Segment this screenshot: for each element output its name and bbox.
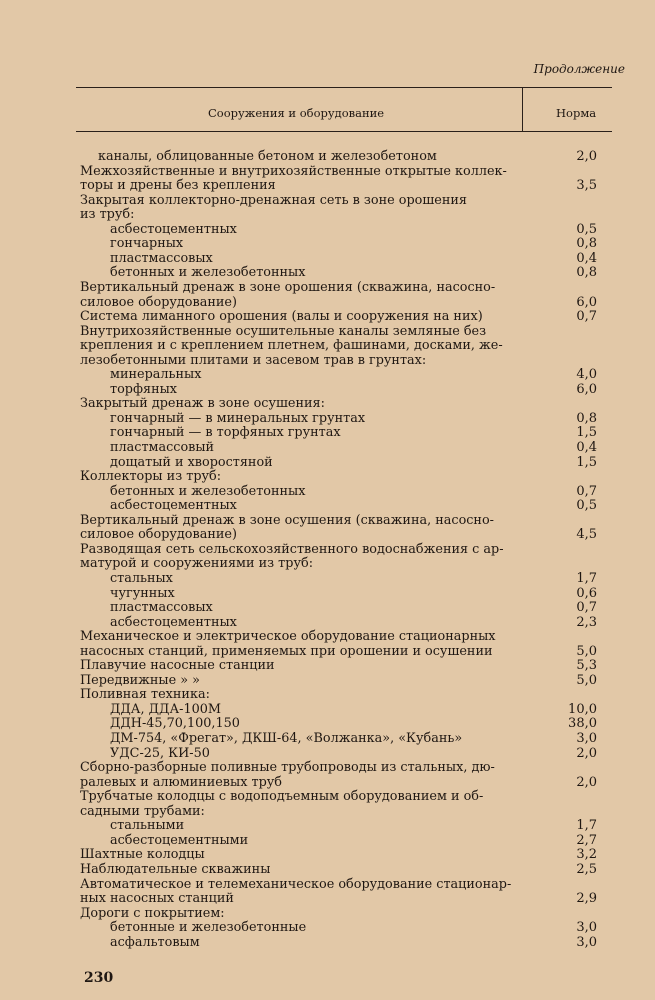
norm-value: 1,5	[576, 454, 597, 470]
norm-value: 3,0	[576, 731, 597, 746]
norm-value: 5,0	[576, 672, 597, 688]
row-text: Передвижные » »	[80, 672, 200, 688]
row-text: Внутрихозяйственные осушительные каналы земляные без	[80, 323, 487, 339]
norm-value: 0,4	[576, 250, 597, 266]
row-text: Коллекторы из труб:	[80, 469, 222, 485]
row-text: Автоматическое и телемеханическое оборудование стационар-	[80, 876, 512, 892]
norm-value: 1,5	[576, 425, 597, 441]
row-text: Межхозяйственные и внутрихозяйственные открытые коллек-	[80, 163, 507, 179]
row-text: силовое оборудование)	[80, 527, 237, 543]
row-text: асфальтовым	[110, 934, 200, 950]
row-text: Закрытая коллекторно-дренажная сеть в зоне орошения	[80, 192, 467, 208]
row-text: асбестоцементными	[110, 832, 249, 848]
norm-value: 38,0	[568, 716, 597, 732]
row-text: Трубчатые колодцы с водоподъемным оборудованием и об-	[80, 789, 484, 805]
row-text: Дороги с покрытием:	[80, 905, 225, 921]
row-text: торы и дрены без крепления	[80, 178, 276, 194]
norm-value: 3,0	[576, 920, 597, 936]
row-text: садными трубами:	[80, 803, 205, 819]
column-header-norm: Норма	[556, 106, 597, 120]
row-text: ных насосных станций	[80, 891, 234, 907]
row-text: асбестоцементных	[110, 221, 237, 237]
row-text: Сборно-разборные поливные трубопроводы из стальных, дю-	[80, 760, 495, 776]
row-text: Механическое и электрическое оборудование стационарных	[80, 629, 496, 645]
row-text: торфяных	[110, 381, 177, 397]
row-text: каналы, облицованные бетоном и железобетоном	[98, 149, 437, 164]
row-text: Система лиманного орошения (валы и сооружения на них)	[80, 309, 483, 325]
row-text: пластмассовых	[110, 250, 213, 266]
row-text: ралевых и алюминиевых труб	[80, 774, 282, 790]
norm-value: 2,0	[576, 745, 597, 761]
norm-value: 3,0	[576, 934, 597, 950]
row-text: гончарный — в торфяных грунтах	[110, 425, 341, 441]
row-text: ДДН-45,70,100,150	[110, 716, 240, 732]
column-header-structures: Сооружения и оборудование	[208, 106, 385, 120]
row-text: гончарный — в минеральных грунтах	[110, 410, 366, 426]
row-text: ДМ-754, «Фрегат», ДКШ-64, «Волжанка», «Кубань»	[110, 731, 463, 746]
row-text: бетонные и железобетонные	[110, 920, 307, 936]
norm-value: 6,0	[576, 381, 597, 397]
row-text: асбестоцементных	[110, 614, 237, 630]
norm-value: 6,0	[576, 294, 597, 310]
norm-value: 0,7	[576, 309, 597, 325]
row-text: Разводящая сеть сельскохозяйственного водоснабжения с ар-	[80, 541, 504, 557]
row-text: насосных станций, применяемых при орошении и осушении	[80, 643, 493, 659]
norm-value: 0,7	[576, 483, 597, 499]
row-text: ДДА, ДДА-100М	[110, 701, 221, 717]
continuation-label: Продолжение	[533, 62, 625, 76]
row-text: Закрытый дренаж в зоне осушения:	[80, 396, 325, 412]
norm-value: 0,8	[576, 265, 597, 281]
row-text: бетонных и железобетонных	[110, 483, 306, 499]
norm-value: 1,7	[576, 570, 597, 586]
row-text: Поливная техника:	[80, 687, 210, 703]
norm-value: 4,5	[576, 527, 597, 543]
norm-value: 2,0	[576, 774, 597, 790]
norm-value: 2,5	[576, 861, 597, 877]
row-text: стальных	[110, 570, 173, 586]
row-text: Плавучие насосные станции	[80, 658, 275, 674]
norm-value: 2,0	[576, 149, 597, 164]
row-text: минеральных	[110, 367, 202, 383]
norm-value: 2,3	[576, 614, 597, 630]
norm-value: 0,7	[576, 600, 597, 616]
row-text: бетонных и железобетонных	[110, 265, 306, 281]
page-number: 230	[84, 970, 114, 986]
row-text: стальными	[110, 818, 185, 834]
norm-value: 3,5	[576, 178, 597, 194]
norm-value: 0,8	[576, 410, 597, 426]
norm-value: 0,4	[576, 440, 597, 455]
row-text: Шахтные колодцы	[80, 847, 205, 863]
norm-value: 1,7	[576, 818, 597, 834]
row-text: асбестоцементных	[110, 498, 237, 514]
row-text: из труб:	[80, 207, 135, 223]
row-text: чугунных	[110, 585, 175, 601]
row-text: пластмассовый	[110, 440, 215, 455]
norm-value: 0,8	[576, 236, 597, 252]
row-text: Вертикальный дренаж в зоне осушения (скважина, насосно-	[80, 512, 494, 528]
row-text: УДС-25, КИ-50	[110, 745, 210, 761]
norm-value: 4,0	[576, 367, 597, 383]
norm-value: 3,2	[576, 847, 597, 863]
row-text: силовое оборудование)	[80, 294, 237, 310]
row-text: Вертикальный дренаж в зоне орошения (скважина, насосно-	[80, 279, 496, 295]
row-text: пластмассовых	[110, 600, 213, 616]
norm-value: 0,6	[576, 585, 597, 601]
row-text: лезобетонными плитами и засевом трав в грунтах:	[80, 352, 427, 368]
norm-value: 2,7	[576, 832, 597, 848]
norm-value: 0,5	[576, 221, 597, 237]
row-text: дощатый и хворостяной	[110, 454, 273, 470]
row-text: матурой и сооружениями из труб:	[80, 556, 313, 572]
row-text: крепления и с креплением плетнем, фашинами, досками, же-	[80, 338, 503, 354]
norm-value: 5,3	[576, 658, 597, 674]
norm-value: 10,0	[568, 701, 597, 717]
norm-value: 2,9	[576, 891, 597, 907]
row-text: гончарных	[110, 236, 184, 252]
norm-value: 0,5	[576, 498, 597, 514]
row-text: Наблюдательные скважины	[80, 861, 271, 877]
norm-value: 5,0	[576, 643, 597, 659]
